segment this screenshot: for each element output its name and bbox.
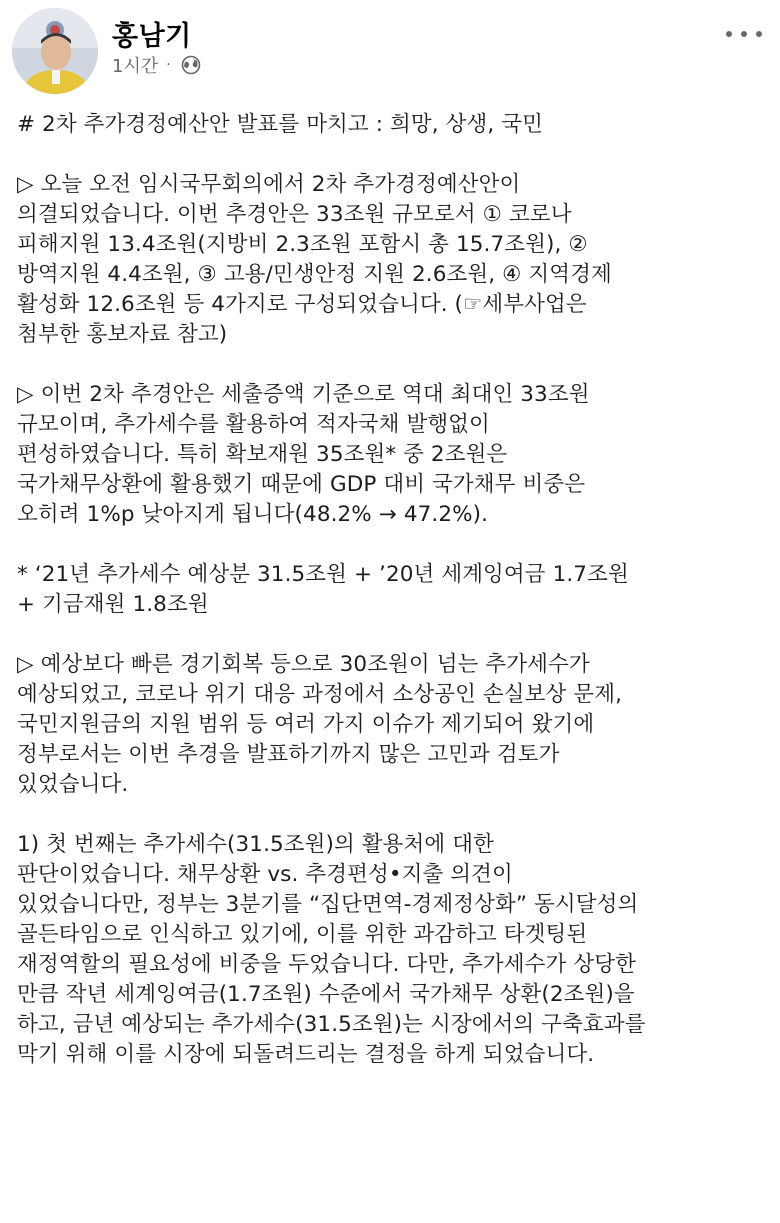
post-text xyxy=(17,110,767,1100)
post-paragraph xyxy=(17,650,767,800)
paragraph-line: + 기금재원 1.8조원 xyxy=(17,592,209,617)
paragraph-line: 편성하였습니다. 특히 확보재원 35조원* 중 2조원은 xyxy=(17,442,508,467)
paragraph-line: 있었습니다. xyxy=(17,772,129,797)
paragraph-line: 만큼 작년 세계잉여금(1.7조원) 수준에서 국가채무 상환(2조원)을 xyxy=(17,982,635,1007)
post-paragraph xyxy=(17,380,767,530)
paragraph-line: 방역지원 4.4조원, ③ 고용/민생안정 지원 2.6조원, ④ 지역경제 xyxy=(17,262,612,287)
post-meta xyxy=(112,52,201,78)
paragraph-line: 피해지원 13.4조원(지방비 2.3조원 포함시 총 15.7조원), ② xyxy=(17,232,588,257)
author-avatar[interactable] xyxy=(12,8,98,94)
paragraph-line: 골든타임으로 인식하고 있기에, 이를 위한 과감하고 타겟팅된 xyxy=(17,922,588,947)
post-paragraph xyxy=(17,170,767,350)
more-dot xyxy=(756,31,762,37)
paragraph-line: 첨부한 홍보자료 참고) xyxy=(17,322,228,347)
paragraph-line: 막기 위해 이를 시장에 되돌려드리는 결정을 하게 되었습니다. xyxy=(17,1042,595,1067)
paragraph-line: 국민지원금의 지원 범위 등 여러 가지 이슈가 제기되어 왔기에 xyxy=(17,712,595,737)
paragraph-line: 의결되었습니다. 이번 추경안은 33조원 규모로서 ① 코로나 xyxy=(17,202,572,227)
more-options-icon[interactable] xyxy=(726,22,762,46)
post-header xyxy=(0,0,780,100)
paragraph-line: 1) 첫 번째는 추가세수(31.5조원)의 활용처에 대한 xyxy=(17,832,494,857)
post-paragraph xyxy=(17,830,767,1070)
post-paragraph xyxy=(17,560,767,620)
globe-icon[interactable] xyxy=(181,55,201,75)
paragraph-line: 오히려 1%p 낮아지게 됩니다(48.2% → 47.2%). xyxy=(17,502,489,527)
post-time[interactable]: 1시간 xyxy=(112,56,159,77)
paragraph-line: 판단이었습니다. 채무상환 vs. 추경편성•지출 의견이 xyxy=(17,862,513,887)
paragraph-line: ▷ 예상보다 빠른 경기회복 등으로 30조원이 넘는 추가세수가 xyxy=(17,652,590,677)
paragraph-line: 정부로서는 이번 추경을 발표하기까지 많은 고민과 검토가 xyxy=(17,742,560,767)
meta-separator: · xyxy=(166,57,171,73)
paragraph-line: ▷ 이번 2차 추경안은 세출증액 기준으로 역대 최대인 33조원 xyxy=(17,382,590,407)
paragraph-line: 국가채무상환에 활용했기 때문에 GDP 대비 국가채무 비중은 xyxy=(17,472,586,497)
paragraph-line: 하고, 금년 예상되는 추가세수(31.5조원)는 시장에서의 구축효과를 xyxy=(17,1012,646,1037)
paragraph-line: 규모이며, 추가세수를 활용하여 적자국채 발행없이 xyxy=(17,412,490,437)
post-paragraph xyxy=(17,110,767,140)
paragraph-line: * ‘21년 추가세수 예상분 31.5조원 + ’20년 세계잉여금 1.7조원 xyxy=(17,562,629,587)
author-name[interactable]: 홍남기 xyxy=(112,21,192,52)
paragraph-line: 활성화 12.6조원 등 4가지로 구성되었습니다. (☞세부사업은 xyxy=(17,292,587,317)
paragraph-line: # 2차 추가경정예산안 발표를 마치고 : 희망, 상생, 국민 xyxy=(17,112,543,137)
paragraph-line: 예상되었고, 코로나 위기 대응 과정에서 소상공인 손실보상 문제, xyxy=(17,682,623,707)
more-dot xyxy=(741,31,747,37)
avatar-photo xyxy=(12,8,98,94)
more-dot xyxy=(726,31,732,37)
paragraph-line: ▷ 오늘 오전 임시국무회의에서 2차 추가경정예산안이 xyxy=(17,172,521,197)
paragraph-line: 재정역할의 필요성에 비중을 두었습니다. 다만, 추가세수가 상당한 xyxy=(17,952,636,977)
paragraph-line: 있었습니다만, 정부는 3분기를 “집단면역-경제정상화” 동시달성의 xyxy=(17,892,639,917)
